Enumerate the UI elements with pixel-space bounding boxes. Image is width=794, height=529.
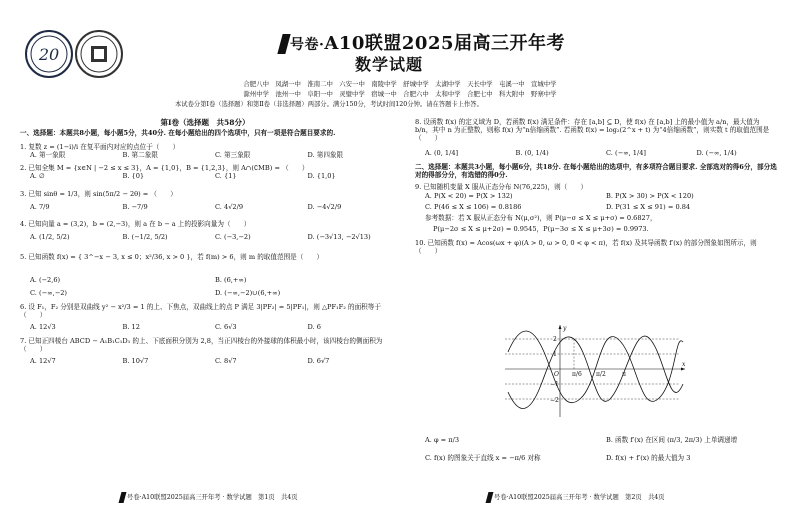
- option: C. {1}: [215, 172, 237, 181]
- schools-line-2: 滁州中学 池州一中 阜阳一中 灵璧中学 宿城一中 合肥六中 太和中学 合肥七中 科大附中 野寨中学: [243, 90, 557, 98]
- school-building-icon: [79, 34, 119, 74]
- graph-label-2: 2: [553, 336, 557, 343]
- option: B. 10√7: [122, 357, 149, 366]
- option: A. 12√3: [30, 322, 56, 331]
- option: C. f(x) 的图象关于直线 x = −π/6 对称: [425, 454, 541, 463]
- option: B. 12: [122, 322, 140, 331]
- function-graph: [500, 322, 690, 420]
- left-column: [20, 118, 390, 366]
- option: D. (−∞, 1/4): [696, 148, 737, 157]
- brand-mark-icon: [486, 492, 494, 503]
- schools-line-1: 合肥八中 凤湖一中 淮南二中 六安一中 南陵中学 舒城中学 太湖中学 天长中学 屯溪一中 宣城中学: [243, 80, 557, 88]
- question-3: 3. 已知 sinθ = 1/3，则 sin(5π/2 − 2θ) = （ ）: [20, 189, 177, 198]
- footer-left: 号卷·A10联盟2025届高三开年考 · 数学试题 第1页 共4页: [120, 492, 298, 503]
- question-7: 7. 已知正四棱台 ABCD − A₁B₁C₁D₁ 的上、下底面积分别为 2,8，当正四棱台的外接球的体积最小时，该四棱台的侧面积为（ ）: [20, 336, 383, 354]
- option: A. P(X < 20) = P(X > 132): [425, 191, 513, 200]
- option: C. 6√3: [215, 322, 237, 331]
- option: D. P(31 ≤ X ≤ 91) = 0.84: [606, 202, 691, 211]
- option: B. P(X > 30) > P(X < 120): [606, 191, 694, 200]
- question-10: 10. 已知函数 f(x) = Acos(ωx + φ)(A > 0, ω > 0, 0 < φ < π)，若 f(x) 及其导函数 f′(x) 的部分图象如图所示，则（ ）: [415, 238, 757, 255]
- option: C. (−∞,−2): [30, 288, 67, 297]
- brand-mark-icon: [277, 34, 290, 54]
- question-1-options: [20, 151, 390, 159]
- question-6: 6. 设 F₁，F₂ 分别是双曲线 y² − x²/3 = 1 的上、下焦点，双曲线上的点 P 满足 3|PF₂| = 5|PF₁|，则 △PF₁F₂ 的面积等于（ ）: [20, 303, 381, 320]
- option: C. P(46 ≤ X ≤ 106) = 0.8186: [425, 202, 522, 211]
- option: B. −7/9: [122, 202, 148, 211]
- option: A. (1/2, 5/2): [30, 233, 70, 242]
- option: A. 7/9: [30, 202, 50, 211]
- question-7-options: [20, 357, 390, 365]
- option: B. {0}: [122, 172, 145, 181]
- brand-mark-icon: [119, 492, 127, 503]
- option: B. 函数 f′(x) 在区间 (π/3, 2π/3) 上单调递增: [606, 436, 738, 444]
- question-8-options: [415, 149, 777, 157]
- question-10-options: [415, 436, 777, 462]
- paper-subtitle: 数学试题: [355, 55, 424, 74]
- option: D. {1,0}: [307, 172, 336, 181]
- reference-data-1: 参考数据：若 X 服从正态分布 N(μ,σ²)，则 P(μ−σ ≤ X ≤ μ+σ) = 0.6827，: [425, 214, 657, 223]
- question-6-options: [20, 323, 390, 331]
- option: C. 8√7: [215, 357, 237, 366]
- option: A. (0, 1/4]: [425, 148, 459, 157]
- option: D. f(x) + f′(x) 的最大值为 3: [606, 454, 691, 463]
- question-8: 8. 设函数 f(x) 的定义域为 D，若函数 f(x) 满足条件：存在 [a,b] ⊆ D，使 f(x) 在 [a,b] 上的最小值为 a/n，最大值为 b/n，其中 n 为正整数，则称 f(x) 为“n倍缩函数”. 若函数 f(x) = log₂(2^x + t) 为“4倍缩函数”，则实数 t 的取值范围是（ ）: [415, 118, 770, 143]
- graph-label-x: x: [682, 361, 686, 368]
- footer-right: 号卷·A10联盟2025届高三开年考 · 数学试题 第2页 共4页: [487, 492, 665, 503]
- option: C. 4√2/9: [215, 202, 244, 211]
- question-4-options: [20, 233, 390, 241]
- graph-label-pi: π: [622, 371, 626, 378]
- option: B. (6,+∞): [215, 275, 247, 284]
- option: C. 第三象限: [215, 150, 251, 159]
- question-5-options: [20, 276, 390, 297]
- graph-label-minus-1: −1: [550, 381, 559, 388]
- exam-instructions: 本试卷分第Ⅰ卷（选择题）和第Ⅱ卷（非选择题）两部分。满分150分，考试时间120分钟。请在答题卡上作答。: [175, 101, 483, 108]
- graph-label-y: y: [563, 325, 567, 332]
- option: B. (−1/2, 5/2): [122, 233, 168, 242]
- curve-f-prime: [508, 331, 683, 403]
- question-3-options: [20, 203, 390, 211]
- alliance-logo: [25, 30, 73, 78]
- graph-label-pi-6: π/6: [572, 371, 582, 378]
- section-two-instructions: 二、选择题：本题共3小题，每小题6分，共18分. 在每小题给出的选项中，有多项符合题目要求. 全部选对的得6分，部分选对的得部分分，有选错的得0分.: [415, 162, 777, 180]
- question-1: 1. 复数 z = (1−i)/i 在复平面内对应的点位于（ ）: [20, 142, 180, 151]
- svg-text:20: 20: [38, 45, 60, 64]
- option: D. 6√7: [307, 357, 330, 366]
- option: C. (−∞, 1/4]: [606, 148, 646, 157]
- option: D. 6: [307, 322, 321, 331]
- option: B. (0, 1/4): [515, 148, 549, 157]
- section-one-instructions: 一、选择题：本题共8小题，每小题5分，共40分. 在每小题给出的四个选项中，只有一项是符合题目要求的.: [20, 129, 336, 138]
- part-one-title: 第Ⅰ卷（选择题 共58分）: [160, 118, 250, 127]
- question-5: 5. 已知函数 f(x) = { 3^−x − 3, x ≤ 0；x²/36, x > 0 }，若 f(m) > 6，则 m 的取值范围是（ ）: [20, 253, 324, 262]
- question-9-options: [415, 192, 777, 211]
- option: A. 12√7: [30, 357, 56, 366]
- option: B. 第二象限: [122, 150, 158, 159]
- option: A. φ = π/3: [425, 436, 460, 444]
- graph-label-pi-2: π/2: [596, 371, 606, 378]
- option: D. −4√2/9: [307, 202, 342, 211]
- question-4: 4. 已知向量 a = (3,2)，b = (2,−3)，则 a 在 b − a 上的投影向量为（ ）: [20, 220, 251, 229]
- option: C. (−3,−2): [215, 233, 251, 242]
- graph-label-minus-2: −2: [550, 397, 559, 404]
- option: A. 第一象限: [30, 150, 66, 159]
- question-9: 9. 已知随机变量 X 服从正态分布 N(76,225)，则（ ）: [415, 183, 588, 192]
- alliance-emblem-icon: [29, 34, 69, 74]
- option: D. 第四象限: [307, 150, 344, 159]
- graph-label-1: 1: [553, 351, 557, 358]
- option: D. (−∞,−2)∪(6,+∞): [215, 288, 281, 297]
- question-2-options: [20, 172, 390, 180]
- right-column: [415, 118, 777, 255]
- graph-label-origin: O: [554, 371, 559, 378]
- reference-data-2: P(μ−2σ ≤ X ≤ μ+2σ) = 0.9545，P(μ−3σ ≤ X ≤ μ+3σ) = 0.9973.: [433, 225, 649, 234]
- option: D. (−3√13, −2√13): [307, 233, 371, 242]
- school-logo: [75, 30, 123, 78]
- question-2: 2. 已知全集 M = {x∈N | −2 ≤ x ≤ 3}，A = {1,0}，B = {1,2,3}，则 A∩(∁MB) = （ ）: [20, 164, 309, 173]
- option: A. ∅: [30, 172, 45, 181]
- option: A. (−2,6): [30, 275, 61, 284]
- exam-title: 号卷·A10联盟2025届高三开年考: [280, 33, 565, 56]
